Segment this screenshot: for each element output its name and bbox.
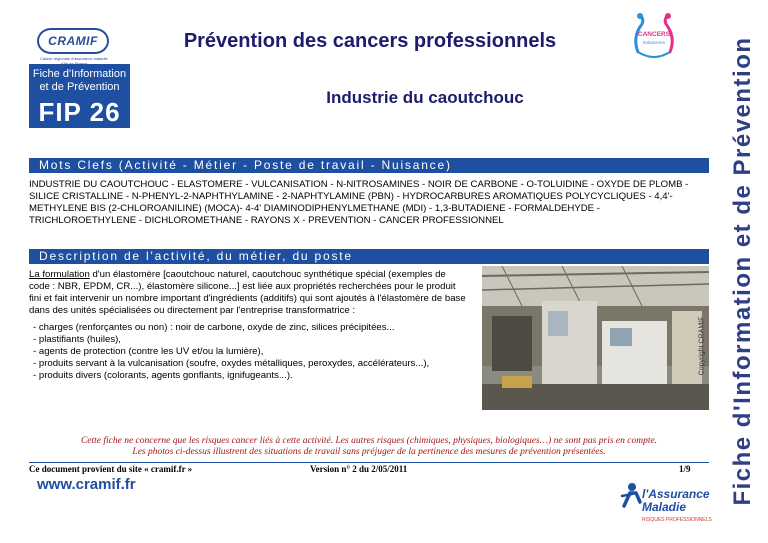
description-lead: La formulation [29, 269, 90, 280]
am-line2: Maladie [642, 500, 687, 514]
description-paragraph [29, 269, 469, 317]
list-item: - plastifiants (huiles), [33, 334, 121, 345]
logo-subtitle: Caisse régionale d'assurance maladie [40, 56, 108, 61]
keywords-text: INDUSTRIE DU CAOUTCHOUC - ELASTOMERE - VULCANISATION - N-NITROSAMINES - NOIR DE CARBONE - O-TOLUIDINE - OXYDE DE PLOMB - SILICE CRISTALLINE - N-PHENYL-2-NAPHTHYLAMINE - 2-NAPHTYLAMINE (PBN) - HYDROCARBURES AROMATIQUES POLYCYCLIQUES - 4,4'-METHYLENE BIS (2-CHLOROANILINE) (MOCA)- 4-4' DIAMINODIPHENYLMETHANE (MDI) - 1,3-BUTADIENE - FORMALDEHYDE - TRICHLOROETHYLENE - DICHLOROMETHANE - RAYONS X - PREVENTION - CANCER PROFESSIONNEL [29, 179, 689, 226]
list-item: - agents de protection (contre les UV et/ou la lumière), [33, 346, 264, 357]
person-icon [620, 482, 642, 508]
cancers-evitons-les-logo [628, 12, 680, 62]
footer-version: Version n° 2 du 2/05/2011 [310, 464, 408, 474]
factory-photo [482, 266, 709, 410]
site-link[interactable]: www.cramif.fr [37, 476, 136, 493]
cancer-logo-line1: CANCERS [637, 31, 671, 38]
list-item: - produits servant à la vulcanisation (soufre, oxydes métalliques, peroxydes, accélérateurs...), [33, 358, 430, 369]
cramif-logo [37, 28, 109, 54]
fip-number: FIP 26 [38, 97, 121, 127]
assurance-maladie-logo [618, 476, 712, 530]
am-line1: l'Assurance [642, 487, 710, 501]
logo-text: CRAMIF [48, 34, 98, 48]
cancer-logo-line2: Evitons-les [642, 40, 666, 45]
disclaimer-line2: Les photos ci-dessus illustrent des situations de travail sans préjuger de la pertinence des mesures de prévention présentées. [132, 447, 606, 457]
am-line3: RISQUES PROFESSIONNELS [642, 517, 712, 523]
list-item: - charges (renforçantes ou non) : noir de carbone, oxyde de zinc, silices précipitées... [33, 322, 395, 333]
fiche-subtitle: Industrie du caoutchouc [326, 88, 524, 107]
vertical-title-band [718, 0, 768, 543]
footer-source: Ce document provient du site « cramif.fr » [29, 464, 193, 474]
fip-box [29, 64, 130, 128]
photo-copyright: Copyright CRAMIF [698, 316, 706, 376]
description-block [29, 269, 469, 382]
page-title: Prévention des cancers professionnels [183, 30, 557, 52]
disclaimer [29, 436, 709, 458]
vertical-title: Fiche d'Information et de Prévention [729, 36, 756, 506]
page-number: 1/9 [679, 464, 691, 474]
keywords-banner: Mots Clefs (Activité - Métier - Poste de travail - Nuisance) [29, 158, 709, 173]
fip-label: Fiche d'Information et de Prévention [32, 68, 127, 93]
list-item: - produits divers (colorants, agents gonflants, ignifugeants...). [33, 370, 293, 381]
additives-list [29, 322, 469, 382]
description-banner: Description de l'activité, du métier, du poste [29, 249, 709, 264]
footer-divider [29, 462, 709, 463]
disclaimer-line1: Cette fiche ne concerne que les risques cancer liés à cette activité. Les autres risques (chimiques, physiques, biologiques…) ne sont pas pris en compte. [80, 436, 658, 446]
description-text: d'un élastomère [caoutchouc naturel, caoutchouc synthétique spécial (exemples de code : NBR, EPDM, CR...), élastomère silicone...] est liée aux propriétés recherchées pour le produit fini et fait intervenir un nombre important d'ingrédients (additifs) qui sont ajoutés à l'élastomère de base dans des unités spécialisées ou directement par l'entreprise transformatrice : [29, 269, 466, 316]
